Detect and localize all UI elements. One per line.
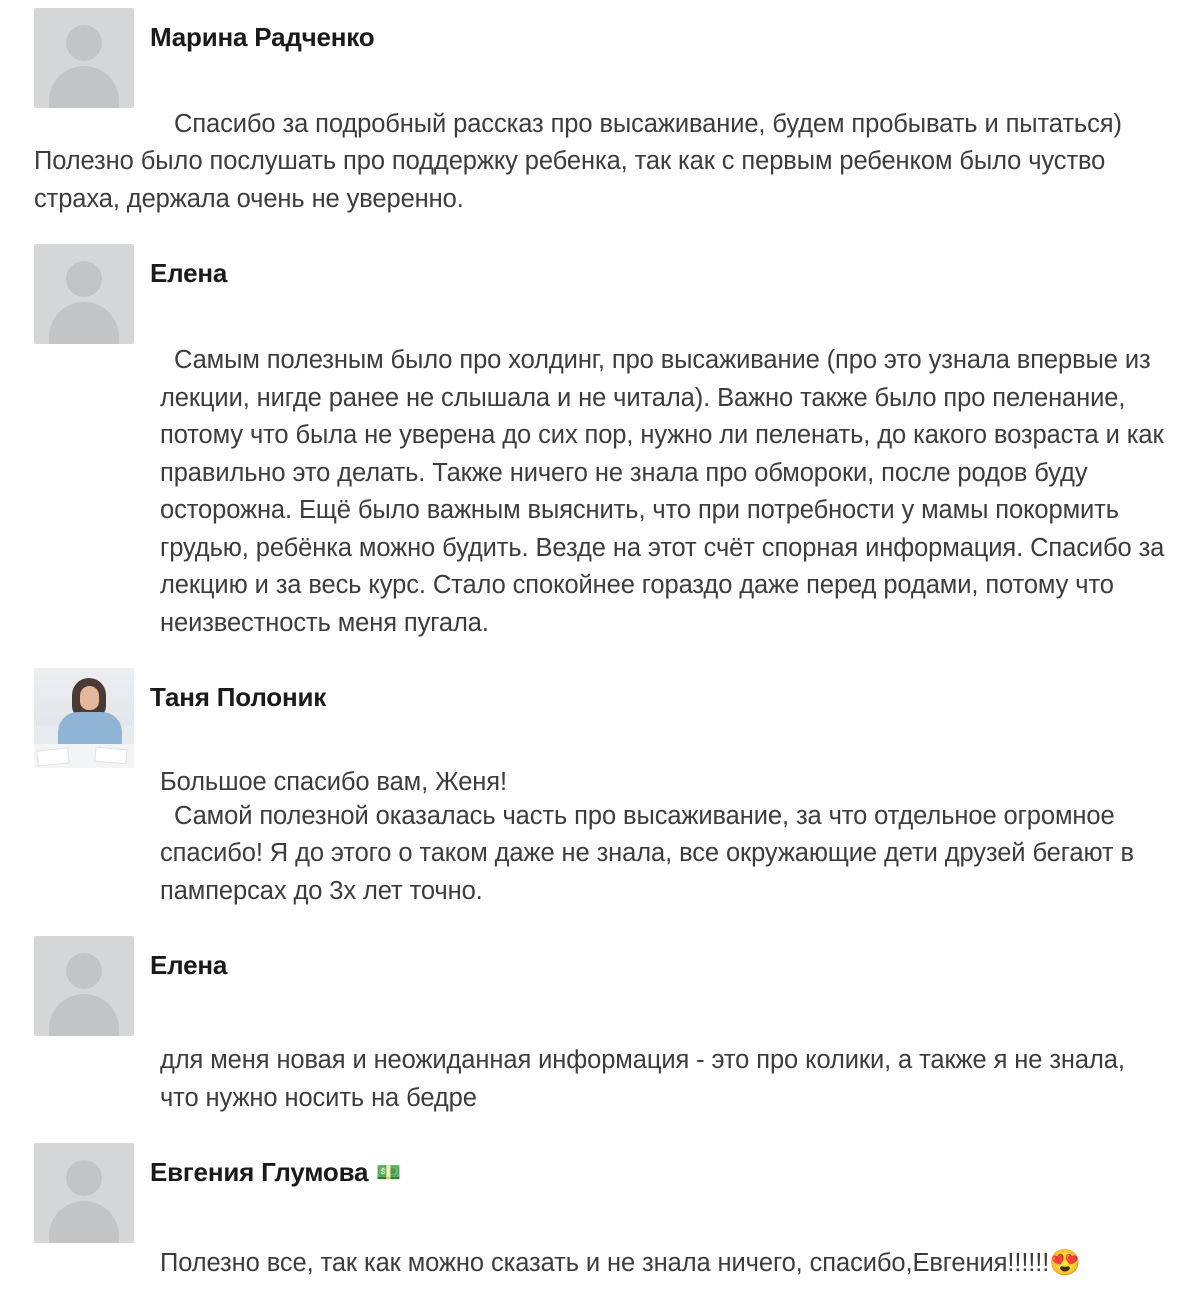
author-name-wrap (134, 1143, 401, 1188)
money-badge-icon: 💵 (376, 1162, 402, 1185)
comment-header (34, 1143, 1166, 1243)
comment-paragraph: Спасибо за подробный рассказ про высаживание, будем пробывать и пытаться) (174, 110, 1122, 138)
comment-paragraph: Полезно все, так как можно сказать и не знала ничего, спасибо,Евгения!!!!!!😍 (160, 1249, 1081, 1278)
comment-paragraph: Самым полезным было про холдинг, про высаживание (про это узнала впервые из лекции, нигде ранее не слышала и не читала). Важно также было про пеленание, потому что была не уверена до сих пор, нужно ли пеленать, до какого возраста и как правильно это делать. Также ничего не знала про обмороки, после родов буду осторожна. Ещё было важным выяснить, что при потребности у мамы покормить грудью, ребёнка можно будить. Везде на этот счёт спорная информация. Спасибо за лекцию и за весь курс. Стало спокойнее гораздо даже перед родами, потому что неизвестность меня пугала. (160, 346, 1165, 637)
avatar (34, 8, 134, 108)
avatar-body-shape (49, 1201, 119, 1243)
author-name[interactable]: Елена (150, 258, 228, 289)
comment-paragraph: Полезно было послушать про поддержку ребенка, так как с первым ребенком было чуство страха, держала очень не уверенно. (34, 147, 1106, 213)
comment-paragraph: для меня новая и неожиданная информация - это про колики, а также я не знала, что нужно носить на бедре (160, 1046, 1125, 1112)
comment-item (34, 1143, 1166, 1282)
comment-item (34, 8, 1166, 218)
avatar-body-shape (49, 302, 119, 344)
avatar (34, 1143, 134, 1243)
avatar-head-shape (66, 1160, 102, 1196)
author-name-wrap (134, 8, 374, 53)
avatar (34, 668, 134, 768)
author-name-wrap (134, 668, 326, 713)
avatar-body-shape (49, 994, 119, 1036)
comment-header (34, 936, 1166, 1036)
avatar-head-shape (66, 25, 102, 61)
author-name[interactable]: Марина Радченко (150, 22, 375, 52)
comment-header (34, 8, 1166, 108)
comment-item (34, 668, 1166, 910)
avatar-head-shape (66, 953, 102, 989)
author-name[interactable]: Таня Полоник (150, 682, 327, 713)
avatar (34, 244, 134, 344)
avatar-photo-face (80, 686, 99, 710)
comment-item (34, 244, 1166, 642)
comment-header (34, 244, 1166, 344)
comment-item (34, 936, 1166, 1117)
comment-header (34, 668, 1166, 768)
comment-paragraph: Самой полезной оказалась часть про высаживание, за что отдельное огромное спасибо! Я до этого о таком даже не знала, все окружающие дети друзей бегают в памперсах до 3х лет точно. (160, 801, 1134, 905)
avatar-body-shape (49, 66, 119, 108)
comment-paragraph: Большое спасибо вам, Женя! (160, 768, 507, 797)
avatar-head-shape (66, 261, 102, 297)
author-name-wrap (134, 244, 227, 289)
avatar (34, 936, 134, 1036)
author-name-wrap (134, 936, 227, 981)
author-name[interactable]: Евгения Глумова (150, 1157, 369, 1188)
author-name[interactable]: Елена (150, 950, 228, 981)
